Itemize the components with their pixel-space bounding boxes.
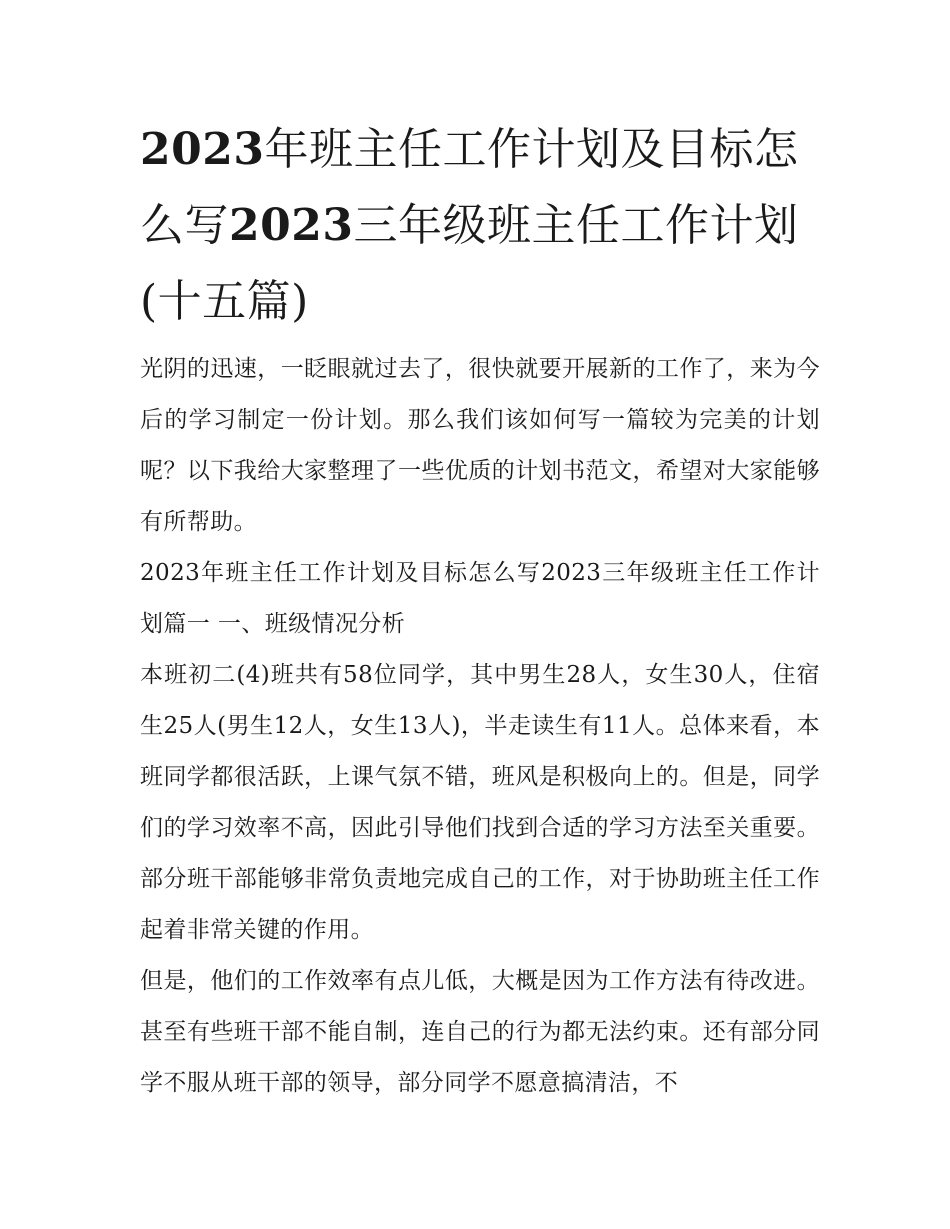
document-title (140, 112, 820, 340)
intro-paragraph: 光阴的迅速，一眨眼就过去了，很快就要开展新的工作了，来为今后的学习制定一份计划。那么我们该如何写一篇较为完美的计划呢？以下我给大家整理了一些优质的计划书范文，希望对大家能够有所帮助。 (140, 356, 820, 535)
section-heading: 2023年班主任工作计划及目标怎么写2023三年级班主任工作计划篇一 一、班级情况分析 (140, 560, 820, 637)
document-page (140, 112, 820, 1109)
title-year-2: 2023 (229, 200, 354, 251)
class-leaders-paragraph: 但是，他们的工作效率有点儿低，大概是因为工作方法有待改进。甚至有些班干部不能自制，连自己的行为都无法约束。还有部分同学不服从班干部的领导，部分同学不愿意搞清洁，不 (140, 968, 820, 1096)
title-part-2: 三年级班主任工作计划(十五篇) (140, 200, 799, 327)
title-part-1: 年班主任工作计划及目标怎么写 (140, 124, 799, 251)
title-year-1: 2023 (140, 124, 265, 175)
class-analysis-paragraph: 本班初二(4)班共有58位同学，其中男生28人，女生30人，住宿生25人(男生12人，女生13人)，半走读生有11人。总体来看，本班同学都很活跃，上课气氛不错，班风是积极向上的。但是，同学们的学习效率不高，因此引导他们找到合适的学习方法至关重要。部分班干部能够非常负责地完成自己的工作，对于协助班主任工作起着非常关键的作用。 (140, 662, 820, 943)
